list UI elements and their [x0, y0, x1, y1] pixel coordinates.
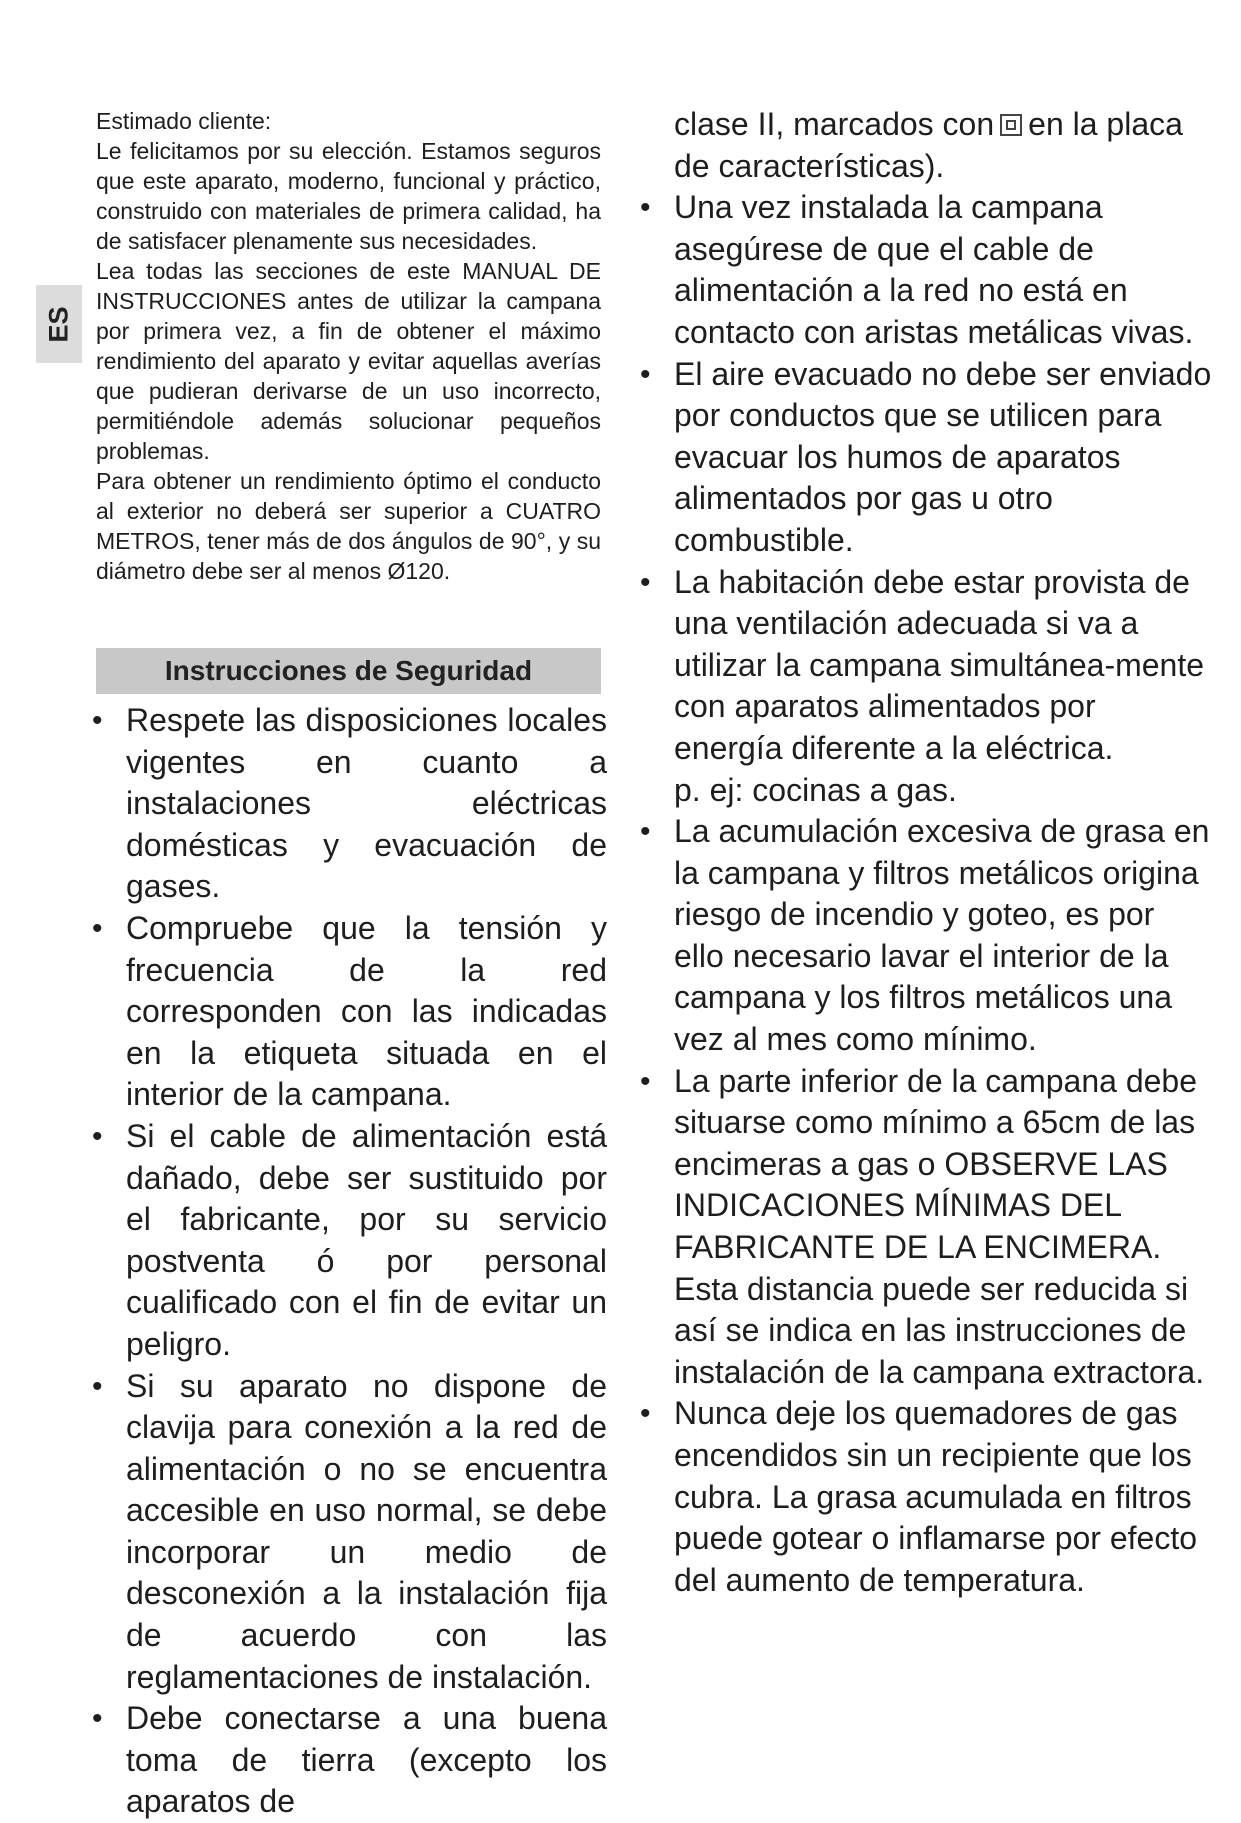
safety-item: • Compruebe que la tensión y frecuencia de la red corresponden con las indicadas en la etiqueta situada en el interior de la campana.	[92, 908, 607, 1116]
language-tab-label: ES	[43, 305, 74, 343]
intro-greeting: Estimado cliente:	[96, 108, 272, 134]
class-ii-double-square-icon	[1000, 114, 1022, 136]
safety-item: • La acumulación excesiva de grasa en la campana y filtros metálicos origina riesgo de incendio y goteo, es por ello necesario lavar el interior de la campana y los filtros metálicos una vez al mes como mínimo.	[640, 811, 1212, 1061]
language-tab	[36, 285, 82, 363]
safety-item: • Debe conectarse a una buena toma de tierra (excepto los aparatos de	[92, 1698, 607, 1823]
intro-paragraph-2: Lea todas las secciones de este MANUAL DE INSTRUCCIONES antes de utilizar la campana por primera vez, a fin de obtener el máximo rendimiento del aparato y evitar aquellas averías que pudieran derivarse de un uso incorrecto, permitiéndole además solucionar pequeños problemas.	[96, 258, 601, 464]
safety-item: • Nunca deje los quemadores de gas encendidos sin un recipiente que los cubra. La grasa acumulada en filtros puede gotear o inflamarse por efecto del aumento de temperatura.	[640, 1393, 1212, 1601]
safety-list-left-column	[92, 700, 607, 1823]
safety-section-title: Instrucciones de Seguridad	[96, 648, 601, 694]
continuation-text-after: en la placa de características).	[674, 106, 1183, 184]
safety-item: • El aire evacuado no debe ser enviado por conductos que se utilicen para evacuar los humos de aparatos alimentados por gas u otro combustible.	[640, 354, 1212, 562]
intro-section	[96, 106, 601, 586]
continuation-text-before: clase II, marcados con	[674, 106, 995, 142]
safety-item: • Si el cable de alimentación está dañado, debe ser sustituido por el fabricante, por su servicio postventa ó por personal cualificado con el fin de evitar un peligro.	[92, 1116, 607, 1366]
intro-paragraph-1: Le felicitamos por su elección. Estamos seguros que este aparato, moderno, funcional y práctico, construido con materiales de primera calidad, ha de satisfacer plenamente sus necesidades.	[96, 138, 601, 254]
safety-item: • La habitación debe estar provista de una ventilación adecuada si va a utilizar la campana simultánea-mente con aparatos alimentados por energía diferente a la eléctrica.	[640, 562, 1212, 770]
safety-item-continuation	[640, 104, 1212, 187]
safety-item: • Si su aparato no dispone de clavija para conexión a la red de alimentación o no se encuentra accesible en uso normal, se debe incorporar un medio de desconexión a la instalación fija de acuerdo con las reglamentaciones de instalación.	[92, 1366, 607, 1699]
safety-item: • La parte inferior de la campana debe situarse como mínimo a 65cm de las encimeras a gas o OBSERVE LAS INDICACIONES MÍNIMAS DEL FABRICANTE DE LA ENCIMERA. Esta distancia puede ser reducida si así se indica en las instrucciones de instalación de la campana extractora.	[640, 1061, 1212, 1394]
safety-list-right-column	[640, 104, 1212, 1601]
safety-item: • Una vez instalada la campana asegúrese de que el cable de alimentación a la red no está en contacto con aristas metálicas vivas.	[640, 187, 1212, 353]
intro-paragraph-3: Para obtener un rendimiento óptimo el conducto al exterior no deberá ser superior a CUATRO METROS, tener más de dos ángulos de 90°, y su diámetro debe ser al menos Ø120.	[96, 468, 601, 584]
safety-item-example: p. ej: cocinas a gas.	[674, 771, 957, 808]
safety-item: • Respete las disposiciones locales vigentes en cuanto a instalaciones eléctricas domésticas y evacuación de gases.	[92, 700, 607, 908]
